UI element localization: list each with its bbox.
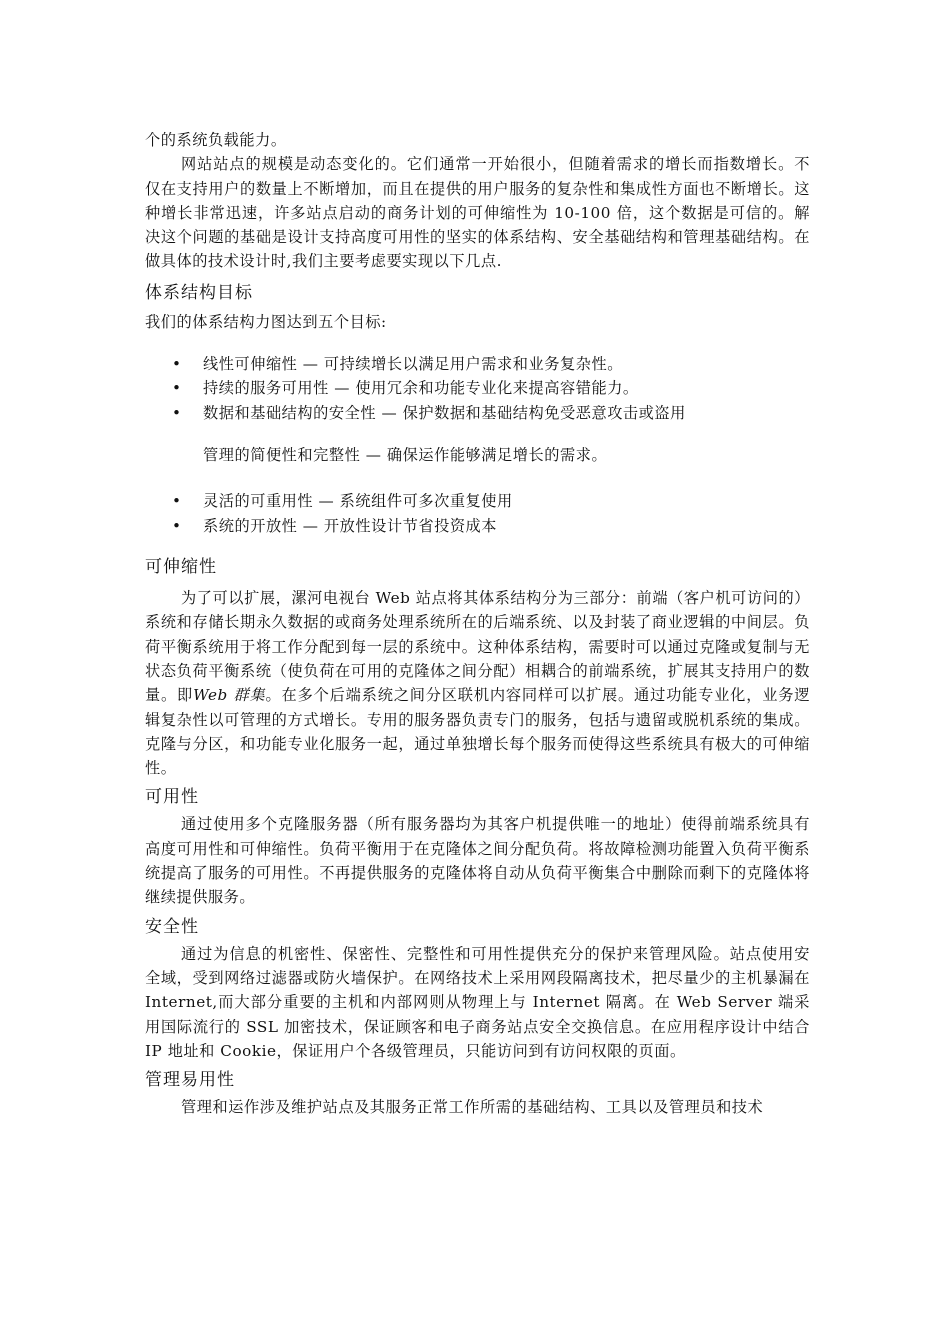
heading-architecture-goals: 体系结构目标 — [145, 282, 253, 303]
list-item: • 灵活的可重用性 — 系统组件可多次重复使用 — [145, 489, 810, 513]
security-paragraph: 通过为信息的机密性、保密性、完整性和可用性提供充分的保护来管理风险。站点使用安全域，受到网络过滤器或防火墙保护。在网络技术上采用网段隔离技术，把尽量少的主机暴漏在 Internet,而大部分重要的主机和内部网则从物理上与 Internet 隔离。在 Web Server 端采用国际流行的 SSL 加密技术，保证顾客和电子商务站点安全交换信息。在应用程序设计中结合 IP 地址和 Cookie，保证用户个各级管理员，只能访问到有访问权限的页面。 — [145, 944, 810, 1060]
goals-lead: 我们的体系结构力图达到五个目标: — [145, 312, 387, 331]
bullet-icon: • — [172, 355, 182, 374]
list-item: • 数据和基础结构的安全性 — 保护数据和基础结构免受恶意攻击或盗用 — [145, 401, 810, 425]
list-item: • 线性可伸缩性 — 可持续增长以满足用户需求和业务复杂性。 — [145, 352, 810, 376]
goals-list-a — [145, 352, 810, 425]
goals-list-b — [145, 489, 810, 538]
bullet-icon: • — [172, 379, 182, 398]
bullet-icon: • — [172, 492, 182, 511]
list-item: • 持续的服务可用性 — 使用冗余和功能专业化来提高容错能力。 — [145, 376, 810, 400]
bullet-icon: • — [172, 403, 182, 422]
list-item: • 系统的开放性 — 开放性设计节省投资成本 — [145, 514, 810, 538]
document-page — [145, 124, 810, 1119]
goals-continuation: 管理的简便性和完整性 — 确保运作能够满足增长的需求。 — [203, 446, 608, 465]
bullet-icon: • — [172, 516, 182, 535]
intro-paragraph: 网站站点的规模是动态变化的。它们通常一开始很小，但随着需求的增长而指数增长。不仅在支持用户的数量上不断增加，而且在提供的用户服务的复杂性和集成性方面也不断增长。这种增长非常迅速，许多站点启动的商务计划的可伸缩性为 10-100 倍，这个数据是可信的。解决这个问题的基础是设计支持高度可用性的坚实的体系结构、安全基础结构和管理基础结构。在做具体的技术设计时,我们主要考虑要实现以下几点. — [145, 155, 810, 271]
availability-paragraph: 通过使用多个克隆服务器（所有服务器均为其客户机提供唯一的地址）使得前端系统具有高度可用性和可伸缩性。负荷平衡用于在克隆体之间分配负荷。将故障检测功能置入负荷平衡系统提高了服务的可用性。不再提供服务的克隆体将自动从负荷平衡集合中删除而剩下的克隆体将继续提供服务。 — [145, 815, 810, 907]
heading-availability: 可用性 — [145, 787, 199, 808]
carryover-line: 个的系统负载能力。 — [145, 131, 287, 149]
heading-security: 安全性 — [145, 916, 199, 937]
heading-scalability: 可伸缩性 — [145, 557, 217, 578]
web-cluster-term: Web 群集 — [193, 686, 266, 705]
heading-manageability: 管理易用性 — [145, 1070, 235, 1091]
scalability-paragraph: 为了可以扩展，漯河电视台 Web 站点将其体系结构分为三部分：前端（客户机可访问的）系统和存储长期永久数据的或商务处理系统所在的后端系统、以及封装了商业逻辑的中间层。负荷平衡系统用于将工作分配到每一层的系统中。这种体系结构，需要时可以通过克隆或复制与无状态负荷平衡系统（使负荷在可用的克隆体之间分配）相耦合的前端系统，扩展其支持用户的数量。即Web 群集。在多个后端系统之间分区联机内容同样可以扩展。通过功能专业化，业务逻辑复杂性以可管理的方式增长。专用的服务器负责专门的服务，包括与遗留或脱机系统的集成。克隆与分区，和功能专业化服务一起，通过单独增长每个服务而使得这些系统具有极大的可伸缩性。 — [145, 589, 811, 778]
manageability-paragraph: 管理和运作涉及维护站点及其服务正常工作所需的基础结构、工具以及管理员和技术 — [181, 1098, 764, 1117]
